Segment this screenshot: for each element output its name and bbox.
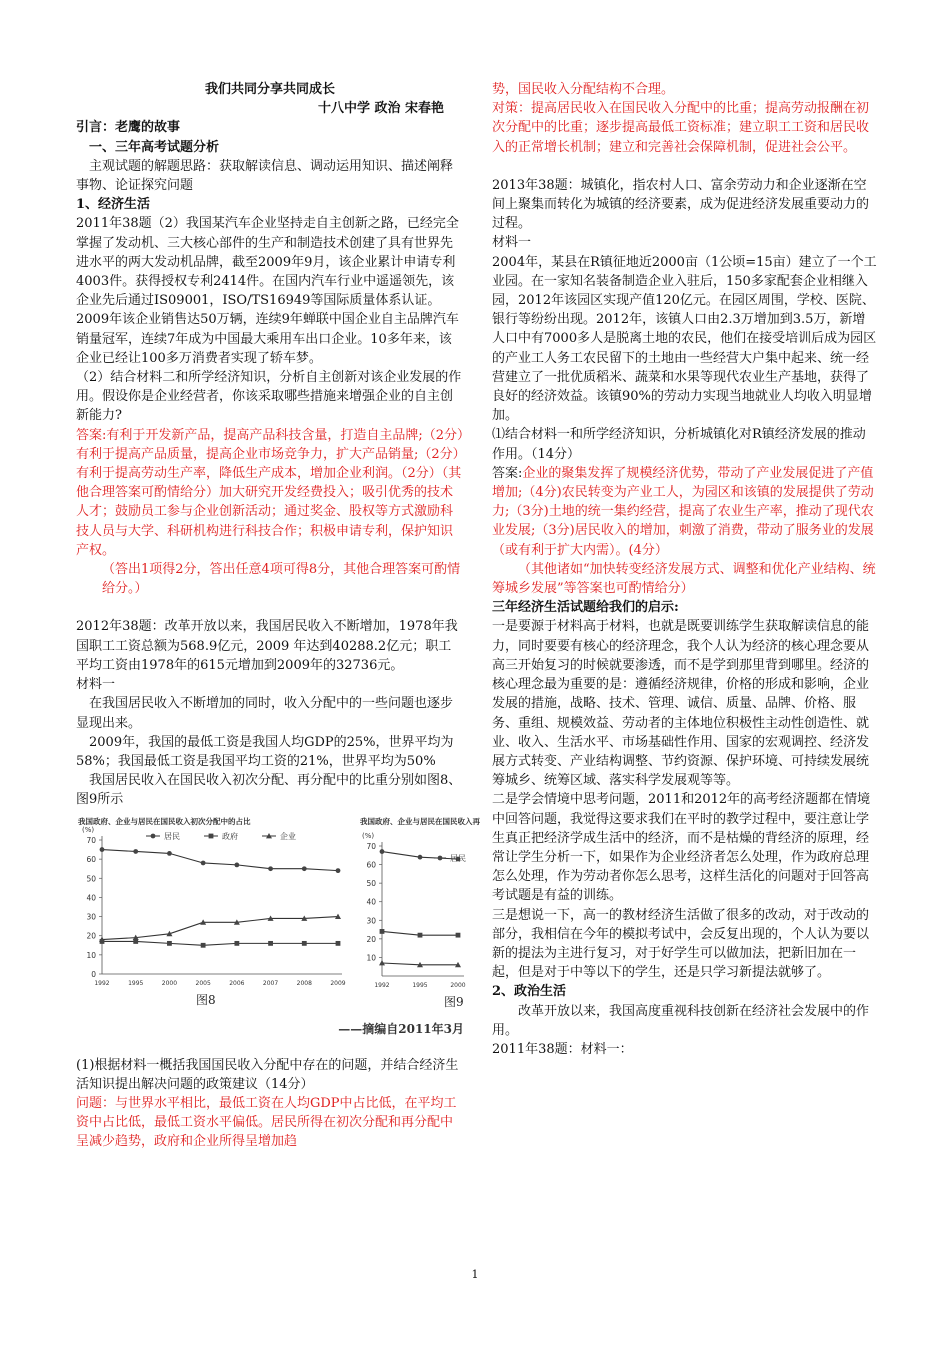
chart-title: 我国政府、企业与居民在国民收入再 [360,816,480,826]
data-point [380,849,385,854]
x-tick-label: 1992 [94,979,110,987]
spacer [492,157,878,176]
x-tick-label: 1995 [128,979,144,987]
legend-marker [151,833,156,838]
data-point [201,942,206,947]
data-point [201,860,206,865]
data-point [336,940,341,945]
y-axis-label: (%) [82,825,95,834]
data-point [380,929,385,934]
chart-title: 我国政府、企业与居民在国民收入初次分配中的占比 [78,816,251,826]
figure-source: ——摘编自2011年3月 [338,1021,464,1036]
politics-question: 2011年38题：材料一： [492,1041,633,1057]
y-tick-label: 50 [366,878,376,888]
question-2013-ask: ⑴结合材料一和所学经济知识，分析城镇化对R镇经济发展的推动作用。（14分） [492,427,866,462]
y-tick-label: 20 [366,934,376,944]
legend-label: 居民 [450,853,466,863]
politics-heading: 2、政治生活 [492,984,567,1000]
insight-heading: 三年经济生活试题给我们的启示: [492,600,679,616]
x-tick-label: 2007 [262,979,279,987]
intro-heading: 引言：老鹰的故事 [76,120,181,136]
data-point [133,849,138,854]
x-tick-label: 2005 [195,979,211,987]
data-point [234,862,239,867]
legend-label: 企业 [280,831,296,841]
data-point [456,932,461,937]
figure-charts [76,814,480,1054]
y-tick-label: 70 [366,841,376,851]
question-2012-para1: 在我国居民收入不断增加的同时，收入分配中的一些问题也逐步显现出来。 [76,696,454,731]
question-2012-para2: 2009年，我国的最低工资是我国人均GDP的25%，世界平均为58%；我国最低工资是我国平均工资的21%，世界平均为50% [76,734,454,769]
x-tick-label: 1995 [412,981,428,989]
y-tick-label: 50 [86,873,96,883]
data-point [418,854,423,859]
legend-marker [438,855,443,860]
question-2013-material: 2004年，某县在R镇征地近2000亩（1公顷=15亩）建立了一个工业园。在一家知名装备制造企业入驻后，150多家配套企业相继入园，2012年该园区实现产值120亿元。在园区周围，学校、医院、银行等纷纷出现。2012年，该镇人口由2.3万增加到3.5万，新增人口中有7000多人是脱离土地的农民，他们在接受培训后成为园区的产业工人务工农民留下的土地由一些经营大户集中起来、统一经营建立了一批优质稻米、蔬菜和水果等现代农业生产基地，获得了良好的经济效益。该镇90%的劳动力实现当地就业人均收入明显增加。 [492,254,877,424]
y-tick-label: 30 [86,912,96,922]
answer-2012-part2: 势，国民收入分配结构不合理。 [492,82,675,97]
y-tick-label: 60 [366,860,376,870]
data-point [167,940,172,945]
insight-1: 一是要源于材料高于材料，也就是既要训练学生获取解读信息的能力，同时要要有核心的经济理念，我个人认为经济的核心理念要从高三开始复习的时候就要渗透，而不是学到那里背到哪里。经济的核心理念最为重要的是：遵循经济规律，价格的形成和影响，企业发展的措施，战略、技术、管理、诚信、质量、品牌、价格、服务、重组、规模效益、劳动者的主体地位积极性主动性创造性、就业、收入、生活水平、市场基础性作用、国家的宏观调控、经济发展方式转变、产业结构调整、节约资源、保护环境、可持续发展统筹城乡、统筹区域、落实科学发展观等等。 [492,619,870,789]
data-point [268,866,273,871]
left-column [76,80,480,1152]
data-point [302,940,307,945]
answer-2012-part1: 问题：与世界水平相比，最低工资在人均GDP中占比低，在平均工资中占比低，最低工资水平偏低。居民所得在初次分配和再分配中呈减少趋势，政府和企业所得呈增加趋 [76,1095,457,1150]
data-point [268,940,273,945]
spacer [76,598,464,617]
question-2011-text: 2011年38题（2）我国某汽车企业坚持走自主创新之路，已经完全掌握了发动机、三大核心部件的生产和制造技术创建了具有世界先进水平的两大发动机品牌，截至2009年9月，该企业累计申请专利 4003件。获得授权专利2414件。在国内汽车行业中遥遥领先，该企业先后通过IS09001，ISO/TS16949等国际质量体系认证。2009年该企业销售达50万辆，连续9年蝉联中国企业自主品牌汽车销量冠军，连续7年成为中国最大乘用车出口企业。10多年来，该企业已经让100多万消费者实现了轿车梦。 [76,216,459,366]
y-tick-label: 0 [91,969,96,979]
data-point [418,932,423,937]
material-label: 材料一 [492,235,532,251]
politics-text: 改革开放以来，我国高度重视科技创新在经济社会发展中的作用。 [492,1003,870,1038]
x-tick-label: 2008 [296,979,312,987]
figure-label: 图9 [444,994,464,1009]
x-tick-label: 1992 [374,981,390,989]
y-tick-label: 10 [366,952,376,962]
insight-3: 三是想说一下，高一的教材经济生活做了很多的改动，对于改动的部分，我相信在今年的模拟考试中，会反复出现的，个人认为要以新的提法为主进行复习，对于好学生可以做加法，把新旧加在一起，但是对于中等以下的学生，还是只学习新提法就够了。 [492,907,870,981]
figure-label: 图8 [196,992,216,1007]
chart-figure-9 [358,814,480,1010]
answer-2013-note: （其他诸如“加快转变经济发展方式、调整和优化产业结构、统筹城乡发展”等答案也可酌情给分） [492,561,876,597]
y-tick-label: 70 [86,835,96,845]
data-point [100,847,105,852]
page-number: 1 [471,1268,479,1281]
section1-text: 主观试题的解题思路：获取解读信息、调动运用知识、描述阐释事物、论证探究问题 [76,158,454,194]
data-point [234,940,239,945]
question-2012-text: 2012年38题：改革开放以来，我国居民收入不断增加，1978年我国职工工资总额为568.9亿元，2009 年达到40288.2亿元；职工平均工资由1978年的615元增加到2009年的32736元。 [76,619,458,673]
material-label: 材料一 [76,677,116,693]
right-column [492,80,878,1059]
answer-2011-note: （答出1项得2分，答出任意4项可得8分，其他合理答案可酌情给分。） [102,562,461,597]
y-tick-label: 10 [86,950,96,960]
answer-2012-measures: 对策：提高居民收入在国民收入分配中的比重；提高劳动报酬在初次分配中的比重；逐步提高最低工资标准；建立职工工资和居民收入的正常增长机制；建立和完善社会保障机制，促进社会公平。 [492,101,870,155]
chart-figure-8 [76,814,358,1010]
y-tick-label: 60 [86,854,96,864]
question-2012-para3: 我国居民收入在国民收入初次分配、再分配中的比重分别如图8、图9所示 [76,773,462,808]
x-tick-label: 2006 [229,979,245,987]
data-point [167,851,172,856]
legend-label: 居民 [164,831,180,841]
author-line: 十八中学 政治 宋春艳 [317,101,444,117]
question-2012-ask: (1)根据材料一概括我国国民收入分配中存在的问题，并结合经济生活知识提出解决问题的政策建议（14分） [76,1057,459,1092]
y-tick-label: 40 [366,897,376,907]
y-tick-label: 20 [86,931,96,941]
legend-label: 政府 [222,831,238,841]
x-tick-label: 2000 [161,979,178,987]
y-tick-label: 30 [366,915,376,925]
answer-2011: 答案:有利于开发新产品，提高产品科技含量，打造自主品牌;（2分）有利于提高产品质量，提高企业市场竞争力，扩大产品销量;（2分）有利于提高劳动生产率，降低生产成本，增加企业利润。（2分）（其他合理答案可酌情给分）加大研究开发经费投入；吸引优秀的技术人才；鼓励员工参与企业创新活动；通过奖金、股权等方式激励科技人员与大学、科研机构进行科技合作；积极申请专利，保护知识产权。 [76,427,464,558]
y-tick-label: 40 [86,892,96,902]
y-axis-label: (%) [362,831,375,840]
answer-2013 [492,464,878,560]
section1-heading: 一、三年高考试题分析 [89,139,220,155]
page-title: 我们共同分享共同成长 [204,82,335,97]
data-point [302,866,307,871]
data-point [336,868,341,873]
insight-2: 二是学会情境中思考问题，2011和2012年的高考经济题都在情境中回答问题，我觉得这要求我们在平时的教学过程中，要注意让学生真正把经济学成生活中的经济，而不是枯燥的背经济的原理，经常让学生分析一下，如果作为企业经济者怎么处理，作为政府总理怎么处理，作为劳动者你怎么思考，这样生活化的问题对于回答高考试题是有益的训练。 [492,792,871,904]
question-2011-ask: （2）结合材料二和所学经济知识，分析自主创新对该企业发展的作用。假设你是企业经营者，你该采取哪些措施来增强企业的自主创新能力? [76,370,462,424]
answer-2013-label: 答案: [492,465,523,481]
legend-marker [209,833,214,838]
question-2013-text: 2013年38题：城镇化，指农村人口、富余劳动力和企业逐渐在空间上聚集而转化为城镇的经济要素，成为促进经济发展重要动力的过程。 [492,177,870,232]
x-tick-label: 2009 [330,979,346,987]
answer-2013-text: 企业的聚集发挥了规模经济优势，带动了产业发展促进了产值增加;（4分)农民转变为产业工人，为园区和该镇的发展提供了劳动力;（3分)土地的统一集约经营，提高了农业生产率，推动了现代农业发展;（3分)居民收入的增加，刺激了消费，带动了服务业的发展（或有利于扩大内需）。(4分） [492,465,874,558]
econ-heading: 1、经济生活 [76,197,151,213]
x-tick-label: 2000 [450,981,466,989]
